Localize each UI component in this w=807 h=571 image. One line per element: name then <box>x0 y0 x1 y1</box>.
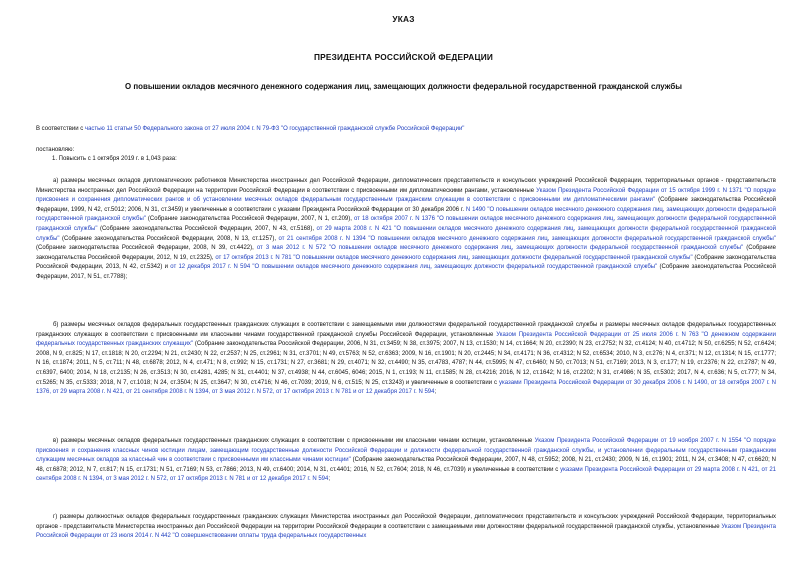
para-a-text-8: (Собрание законодательства Российской Федерации, 2013, N 42, ст.5342) и <box>36 254 777 271</box>
para-g-text-1: г) размеры должностных окладов федеральных государственных гражданских служащих Министерства иностранных дел Российской Федерации, дипломатических представительств и консульских учреждений Российской Федерации, территориальных органов - представительств Министерства иностранных дел Российской Федерации на территории Российской Федерации в соответствии с замещаемыми ими должностями федеральной государственной гражданской службы, установленные <box>36 514 776 530</box>
document-title: О повышении окладов месячного денежного содержания лиц, замещающих должности федеральной государственной гражданской службы <box>125 82 682 91</box>
para-a-link-3[interactable]: от 18 октября 2007 г. N 1376 "О повышении окладов месячного денежного содержания лиц, замещающих должности федеральной государственной гражданской службы" <box>36 216 776 232</box>
preamble <box>36 125 776 135</box>
para-a-text-4: (Собрание законодательства Российской Федерации, 2007, N 43, ст.5168), <box>97 225 317 232</box>
law-link[interactable]: частью 11 статьи 50 Федерального закона от 27 июля 2004 г. N 79-ФЗ "О государственной гражданской службе Российской Федерации" <box>84 126 465 132</box>
para-v-link-2[interactable]: указами Президента Российской Федерации от 29 марта 2008 г. N 421, от 21 сентября 2008 г. N 1394, от 3 мая 2012 г. N 572, от 17 октября 2013 г. N 781 и от 12 декабря 2017 г. N 594 <box>36 466 776 483</box>
para-b-text-1: б) размеры месячных окладов федеральных государственных гражданских служащих в соответствии с замещаемыми ими должностями федеральной государственной гражданской службы и размеры месячных окладов федеральных государственных гражданских служащих в соответствии с присвоенными им классными чинами государственной гражданской службы Российской Федерации, установленные <box>36 322 776 338</box>
para-g-link-1[interactable]: Указом Президента Российской Федерации от 23 июля 2014 г. N 442 "О совершенствовании оплаты труда федеральных государственных <box>36 523 776 540</box>
paragraph-g <box>36 513 776 542</box>
document-type-heading: УКАЗ <box>392 14 415 24</box>
para-a-text-2: (Собрание законодательства Российской Федерации, 1999, N 42, ст.5012; 2006, N 31, ст.3459) и увеличенные в соответствии с указами Президента Российской Федерации от 30 декабря 2006 г. <box>36 197 777 213</box>
paragraph-v <box>36 437 776 485</box>
para-a-text-9: (Собрание законодательства Российской Федерации, 2017, N 51, ст.7788); <box>36 264 776 280</box>
preamble-text: В соответствии с <box>36 126 85 132</box>
para-a-text-7: (Собрание законодательства Российской Федерации, 2012, N 19, ст.2325), <box>36 245 776 261</box>
issuer-heading: ПРЕЗИДЕНТА РОССИЙСКОЙ ФЕДЕРАЦИИ <box>313 52 494 62</box>
para-a-text-1: а) размеры месячных окладов дипломатических работников Министерства иностранных дел Российской Федерации, дипломатических представительств и консульских учреждений Российской Федерации, территориальных органов - представительств Министерства иностранных дел Российской Федерации на территории Российской Федерации в соответствии с присвоенными им дипломатическими рангами, установленные <box>36 178 776 194</box>
decree-label: постановляю: <box>36 147 75 153</box>
para-a-link-1[interactable]: Указом Президента Российской Федерации от 15 октября 1999 г. N 1371 "О порядке присвоения и сохранения дипломатических рангов и об установлении месячных окладов федеральным государственным гражданским служащим в соответствии с присвоенными им дипломатическими рангами" <box>36 187 776 204</box>
para-a-text-3: (Собрание законодательства Российской Федерации, 2007, N 1, ст.209), <box>145 216 354 223</box>
para-a-link-4[interactable]: от 29 марта 2008 г. N 421 "О повышении окладов месячного денежного содержания лиц, замещающих должности федеральной государственной гражданской службы" <box>36 225 776 242</box>
para-a-text-5: (Собрание законодательства Российской Федерации, 2008, N 13, ст.1257), <box>59 235 279 242</box>
para-a-text-6: (Собрание законодательства Российской Федерации, 2008, N 39, ст.4422), <box>36 245 257 252</box>
para-v-text-2: (Собрание законодательства Российской Федерации, 2007, N 48, ст.5952; 2008, N 21, ст.2430; 2009, N 16, ст.1901; 2011, N 24, ст.3408; N 47, ст.6620; N 48, ст.6878; 2012, N 7, ст.817; N 15, ст.1731; N 51, ст.7169; N 53, ст.7866; 2013, N 49, ст.6400; 2014, N 31, ст.4401; 2016, N 52, ст.7604; 2018, N 46, ст.7039) и увеличенные в соответствии с <box>36 457 776 473</box>
para-a-link-2[interactable]: N 1490 "О повышении окладов месячного денежного содержания лиц, замещающих должности федеральной государственной гражданской службы" <box>36 206 776 223</box>
para-v-link-1[interactable]: Указом Президента Российской Федерации от 19 ноября 2007 г. N 1554 "О порядке присвоения и сохранения классных чинов юстиции лицам, замещающим государственные должности Российской Федерации и должности федеральной государственной гражданской службы, и установлении федеральным государственным гражданским служащим месячных окладов за классный чин в соответствии с присвоенными им классными чинами юстиции" <box>36 438 776 464</box>
item-1: 1. Повысить с 1 октября 2019 г. в 1,043 раза: <box>52 156 177 162</box>
paragraph-b <box>36 321 776 398</box>
para-a-link-6[interactable]: от 3 мая 2012 г. N 572 "О повышении окладов месячного денежного содержания лиц, замещающих должности федеральной государственной гражданской службы" <box>256 245 744 252</box>
para-a-link-7[interactable]: от 17 октября 2013 г. N 781 "О повышении окладов месячного денежного содержания лиц, замещающих должности федеральной государственной гражданской службы" <box>215 254 693 261</box>
para-b-link-1[interactable]: Указом Президента Российской Федерации от 25 июля 2006 г. N 763 "О денежном содержании федеральных государственных гражданских служащих" <box>36 331 777 348</box>
para-b-text-2: (Собрание законодательства Российской Федерации, 2006, N 31, ст.3459; N 38, ст.3975; 2007, N 13, ст.1530; N 14, ст.1664; N 20, ст.2390; N 23, ст.2752; N 32, ст.4124; N 40, ст.4712; N 50, ст.6255; N 52, ст.6424; 2008, N 9, ст.825; N 17, ст.1818; N 20, ст.2294; N 21, ст.2430; N 22, ст.2537; N 25, ст.2961; N 31, ст.3701; N 49, ст.5763; N 52, ст.6363; 2009, N 16, ст.1901; N 20, ст.2445; N 34, ст.4171; N 36, ст.4312; N 52, ст.6534; 2010, N 3, ст.276; N 4, ст.371; N 12, ст.1314; N 15, ст.1777; N 16, ст.1874; 2011, N 5, ст.711; N 48, ст.6878; 2012, N 4, ст.471; N 8, ст.992; N 15, ст.1731; N 27, ст.3681; N 29, ст.4071; N 32, ст.4490; N 35, ст.4783, 4787; N 44, ст.5995; N 47, ст.6460; N 50, ст.7013; N 51, ст.7169; 2013, N 3, ст.177; N 19, ст.2376; N 22, ст.2787; N 49, ст.6397, 6400; 2014, N 18, ст.2135; N 26, ст.3513; N 30, ст.4281, 4285; N 31, ст.4401; N 37, ст.4938; N 44, ст.6045, 6046; 2015, N 1, ст.193; N 11, ст.1585; N 28, ст.4216; 2016, N 12, ст.1642; N 16, ст.2202; N 31, ст.4986; N 35, ст.5302; 2017, N 4, ст.636; N 5, ст.777; N 34, ст.5265; N 35, ст.5333; 2018, N 7, ст.1018; N 24, ст.3504; N 25, ст.3647; N 30, ст.4716; N 46, ст.7039; 2019, N 6, ст.515; N 25, ст.3243) и увеличенные в соответствии с <box>36 341 776 386</box>
paragraph-a <box>36 177 776 283</box>
para-a-link-8[interactable]: от 12 декабря 2017 г. N 594 "О повышении окладов месячного денежного содержания лиц, замещающих должности федеральной государственной гражданской службы" <box>170 264 658 271</box>
para-a-link-5[interactable]: от 21 сентября 2008 г. N 1394 "О повышении окладов месячного денежного содержания лиц, замещающих должности федеральной государственной гражданской службы" <box>278 235 776 242</box>
para-b-link-2[interactable]: указами Президента Российской Федерации от 30 декабря 2006 г. N 1490, от 18 октября 2007 г. N 1376, от 29 марта 2008 г. N 421, от 21 сентября 2008 г. N 1394, от 3 мая 2012 г. N 572, от 17 октября 2013 г. N 781 и от 12 декабря 2017 г. N 594 <box>36 379 776 396</box>
para-b-text-3: ; <box>434 389 437 396</box>
para-v-text-3: ; <box>328 476 331 483</box>
para-v-text-1: в) размеры месячных окладов федеральных государственных гражданских служащих в соответствии с присвоенными им классными чинами юстиции, установленные <box>53 438 535 444</box>
